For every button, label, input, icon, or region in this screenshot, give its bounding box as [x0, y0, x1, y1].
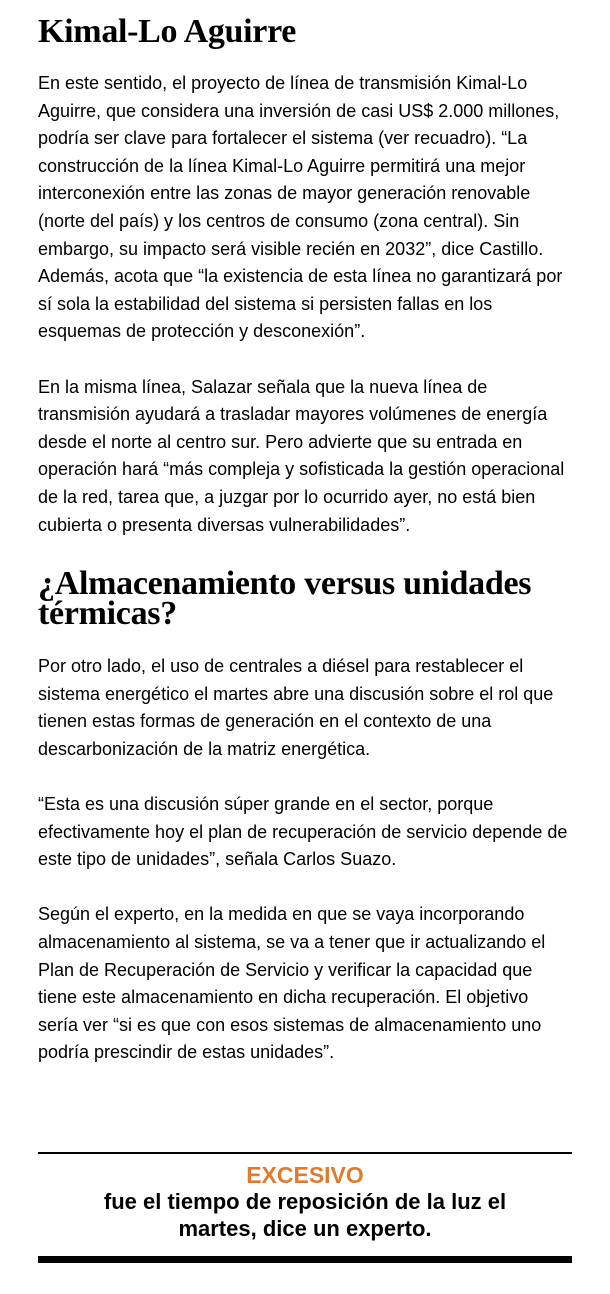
pull-quote-kicker: EXCESIVO [246, 1162, 364, 1188]
divider [38, 1256, 572, 1263]
divider [38, 1152, 572, 1154]
section-heading: Kimal-Lo Aguirre [38, 13, 297, 50]
pull-quote [38, 1152, 572, 1263]
article-body [38, 0, 572, 1095]
paragraph: Según el experto, en la medida en que se vaya incorporando almacenamiento al sistema, se va a tener que ir actualizando el Plan de Recuperación de Servicio y verificar la capacidad que tiene este almacenamiento en dicha recuperación. El objetivo sería ver “si es que con esos sistemas de almacenamiento uno podría prescindir de estas unidades”. [38, 904, 546, 1063]
paragraph: En la misma línea, Salazar señala que la nueva línea de transmisión ayudará a trasladar mayores volúmenes de energía desde el norte al centro sur. Pero advierte que su entrada en operación hará “más compleja y sofisticada la gestión operacional de la red, tarea que, a juzgar por lo ocurrido ayer, no está bien cubierta o presenta diversas vulnerabilidades”. [38, 376, 565, 535]
section-heading: ¿Almacenamiento versus unidades térmicas? [38, 565, 532, 633]
pull-quote-text: fue el tiempo de reposición de la luz el martes, dice un experto. [103, 1189, 507, 1241]
paragraph: “Esta es una discusión súper grande en el sector, porque efectivamente hoy el plan de recuperación de servicio depende de este tipo de unidades”, señala Carlos Suazo. [38, 794, 568, 870]
paragraph: Por otro lado, el uso de centrales a diésel para restablecer el sistema energético el martes abre una discusión sobre el rol que tienen estas formas de generación en el contexto de una descarbonización de la matriz energética. [38, 656, 554, 759]
paragraph: En este sentido, el proyecto de línea de transmisión Kimal-Lo Aguirre, que considera una inversión de casi US$ 2.000 millones, podría ser clave para fortalecer el sistema (ver recuadro). “La construcción de la línea Kimal-Lo Aguirre permitirá una mejor interconexión entre las zonas de mayor generación renovable (norte del país) y los centros de consumo (zona central). Sin embargo, su impacto será visible recién en 2032”, dice Castillo. Además, acota que “la existencia de esta línea no garantizará por sí sola la estabilidad del sistema si persisten fallas en los esquemas de protección y desconexión”. [38, 73, 563, 342]
